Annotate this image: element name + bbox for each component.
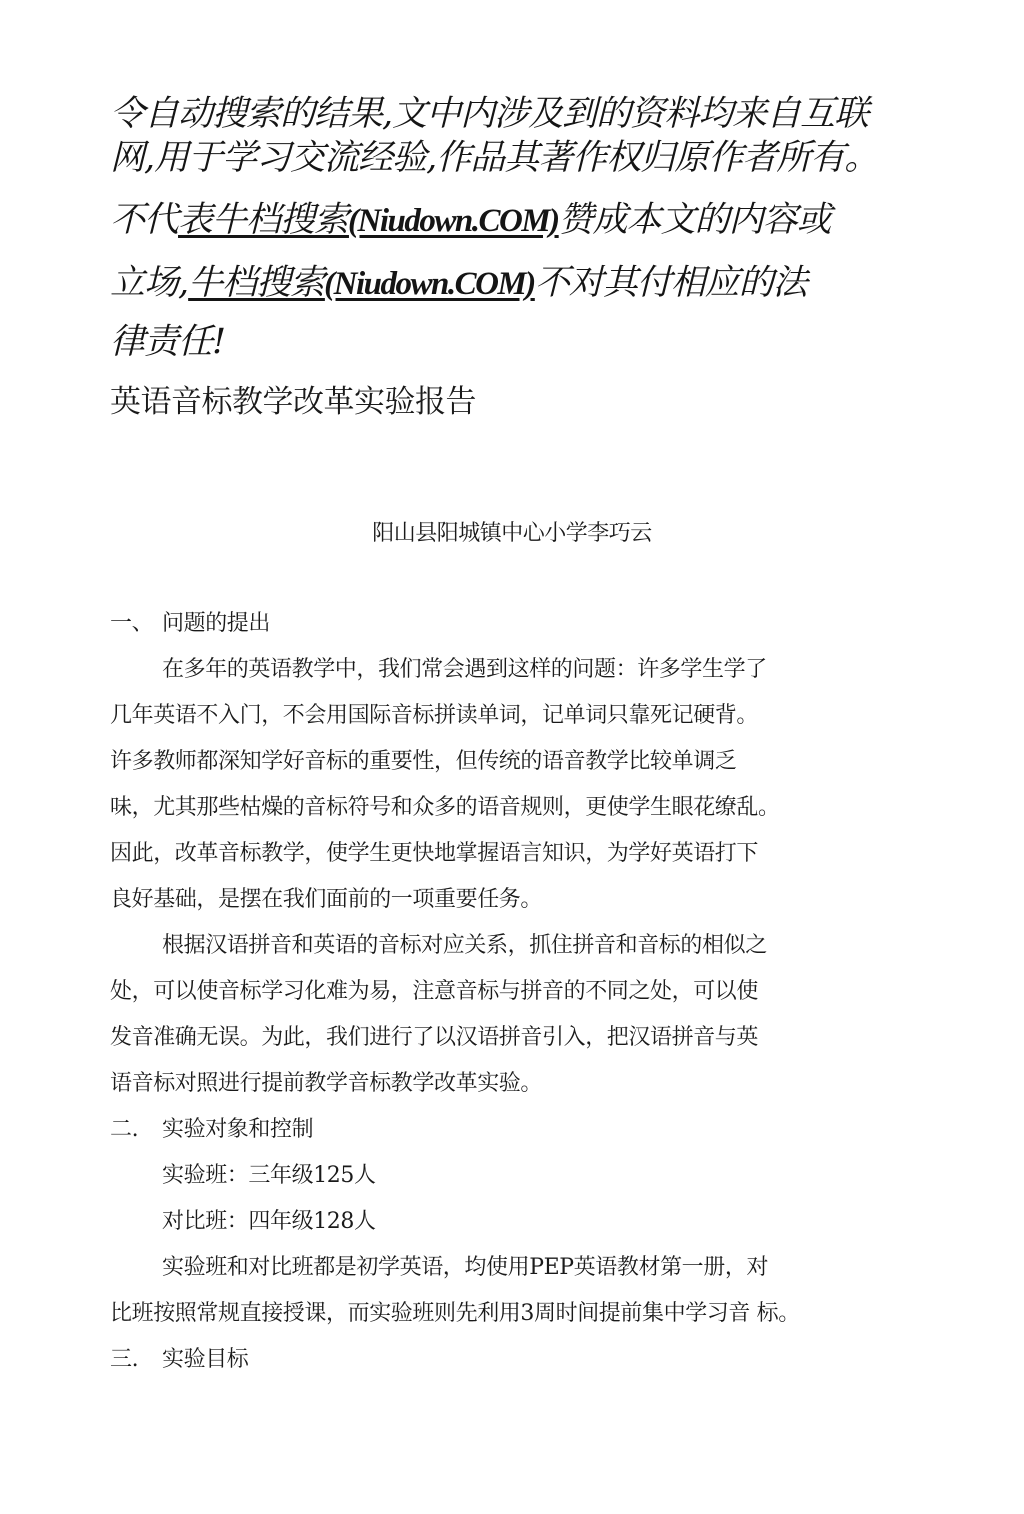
paragraph-line: 在多年的英语教学中，我们常会遇到这样的问题：许多学生学了 [162, 657, 767, 682]
paragraph-line: 比班按照常规直接授课，而实验班则先利用3周时间提前集中学习音 标。 [110, 1301, 800, 1326]
niudown-link[interactable] [188, 263, 535, 303]
section-number: 三. [110, 1347, 139, 1372]
disclaimer-line-3 [110, 198, 910, 243]
paragraph-line: 几年英语不入门，不会用国际音标拼读单词，记单词只靠死记硬背。 [110, 703, 759, 728]
disclaimer-block [110, 92, 910, 364]
section-number: 二. [110, 1117, 139, 1142]
paragraph-line: 许多教师都深知学好音标的重要性，但传统的语音教学比较单调乏 [110, 749, 737, 774]
section-title: 问题的提出 [162, 611, 271, 636]
disclaimer-line-4 [110, 261, 910, 306]
niudown-brand: (Niudown.COM) [324, 266, 535, 302]
paragraph-line: 语音标对照进行提前教学音标教学改革实验。 [110, 1071, 543, 1096]
disclaimer-line-5: 律责任! [110, 322, 226, 362]
section-title: 实验目标 [162, 1347, 249, 1372]
niudown-brand: (Niudown.COM) [348, 203, 559, 239]
document-title: 英语音标教学改革实验报告 [110, 384, 476, 420]
experiment-class-line: 实验班：三年级125人 [162, 1163, 376, 1188]
paragraph-line: 实验班和对比班都是初学英语，均使用PEP英语教材第一册，对 [162, 1255, 769, 1280]
section-2-heading [110, 1110, 313, 1150]
disclaimer-text: 不代 [110, 200, 179, 240]
disclaimer-line-2: 网,用于学习交流经验,作品其著作权归原作者所有。 [110, 138, 879, 178]
paragraph-line: 良好基础，是摆在我们面前的一项重要任务。 [110, 887, 543, 912]
section-title: 实验对象和控制 [162, 1117, 314, 1142]
paragraph-line: 发音准确无误。为此，我们进行了以汉语拼音引入，把汉语拼音与英 [110, 1025, 759, 1050]
disclaimer-text: 立场, [110, 263, 189, 303]
section-1-heading [110, 604, 270, 644]
disclaimer-line-1: 令自动搜索的结果,文中内涉及到的资料均来自互联 [110, 94, 869, 134]
disclaimer-text: 赞成本文的内容或 [558, 200, 831, 240]
paragraph-line: 处，可以使音标学习化难为易，注意音标与拼音的不同之处，可以使 [110, 979, 759, 1004]
niudown-link-text: 牛档搜索 [188, 263, 325, 303]
paragraph-line: 根据汉语拼音和英语的音标对应关系，抓住拼音和音标的相似之 [162, 933, 767, 958]
document-author: 阳山县阳城镇中心小学李巧云 [372, 521, 652, 546]
disclaimer-text: 不对其付相应的法 [534, 263, 807, 303]
control-class-line: 对比班：四年级128人 [162, 1209, 376, 1234]
paragraph-line: 因此，改革音标教学，使学生更快地掌握语言知识，为学好英语打下 [110, 841, 759, 866]
paragraph-line: 味，尤其那些枯燥的音标符号和众多的语音规则，更使学生眼花缭乱。 [110, 795, 780, 820]
niudown-link-text: 表牛档搜索 [178, 200, 349, 240]
section-number: 一、 [110, 611, 154, 636]
section-3-heading [110, 1340, 248, 1380]
niudown-link[interactable] [178, 200, 559, 240]
